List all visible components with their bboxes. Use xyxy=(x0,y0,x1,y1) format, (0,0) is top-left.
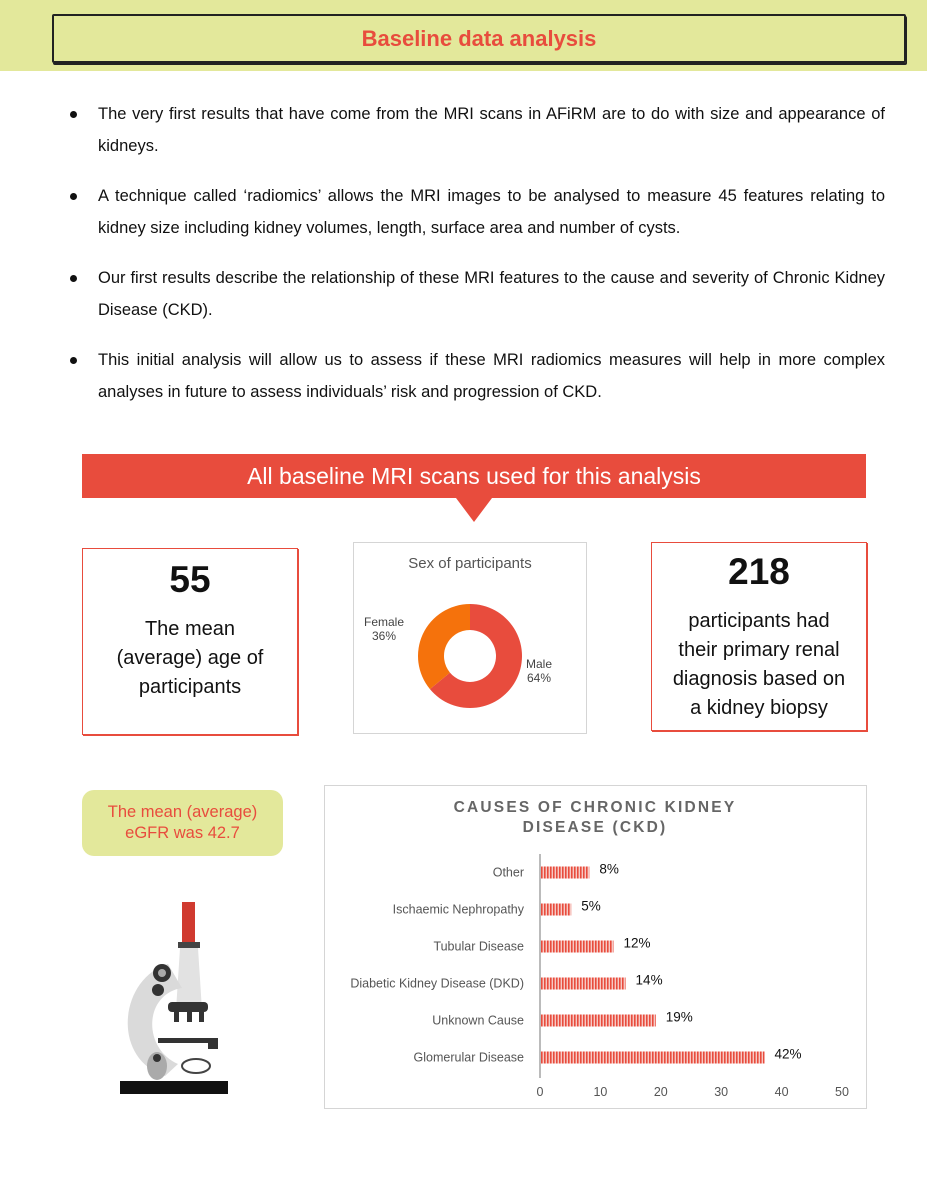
title-box xyxy=(52,14,906,63)
pie-label-male xyxy=(526,657,552,685)
page-title: Baseline data analysis xyxy=(361,25,597,51)
bullet-dot-icon xyxy=(70,275,77,282)
category-label: Other xyxy=(492,865,524,880)
pie-slice-female xyxy=(418,604,470,689)
stat-biopsy-value: 218 xyxy=(728,551,790,592)
bar-data-label: 8% xyxy=(599,861,619,877)
category-label: Ischaemic Nephropathy xyxy=(392,902,524,917)
egfr-callout xyxy=(82,790,283,856)
bullet-item xyxy=(70,98,885,162)
egfr-text: The mean (average) eGFR was 42.7 xyxy=(107,803,258,842)
header-band xyxy=(0,0,927,71)
microscope-icon xyxy=(110,898,235,1098)
x-tick-label: 50 xyxy=(835,1085,849,1099)
ckd-causes-chart xyxy=(324,785,867,1109)
pie-label-male-name: Male xyxy=(526,657,553,671)
bar xyxy=(541,978,626,990)
stat-age-value: 55 xyxy=(169,559,211,600)
bar xyxy=(541,904,571,916)
bullet-dot-icon xyxy=(70,111,77,118)
x-tick-label: 0 xyxy=(536,1085,544,1099)
bullet-text: This initial analysis will allow us to assess if these MRI radiomics measures will help in more complex analyses in future to assess individuals’ risk and progression of CKD. xyxy=(98,351,885,401)
bullet-text: The very first results that have come from the MRI scans in AFiRM are to do with size and appearance of kidneys. xyxy=(98,105,885,155)
x-tick-label: 20 xyxy=(653,1085,668,1099)
category-label: Diabetic Kidney Disease (DKD) xyxy=(350,976,524,991)
stat-age-text: The mean (average) age of participants xyxy=(116,618,264,698)
bar xyxy=(541,1015,656,1027)
x-tick-label: 10 xyxy=(593,1085,608,1099)
down-arrow-icon xyxy=(456,498,492,522)
x-tick-label: 30 xyxy=(714,1085,729,1099)
category-label: Tubular Disease xyxy=(433,939,524,954)
bar xyxy=(541,1052,764,1064)
bullet-item xyxy=(70,262,885,326)
section-banner xyxy=(82,454,866,498)
bullet-item xyxy=(70,344,885,408)
bar-data-label: 19% xyxy=(665,1009,693,1025)
bar-data-label: 14% xyxy=(635,972,663,988)
bar-chart-svg xyxy=(325,786,866,1108)
pie-label-male-value: 64% xyxy=(526,671,552,685)
pie-label-female-name: Female xyxy=(364,615,405,629)
pie-title: Sex of participants xyxy=(408,555,532,572)
stat-biopsy-text: participants had their primary renal diagnosis based on a kidney biopsy xyxy=(672,610,846,719)
bullet-dot-icon xyxy=(70,193,77,200)
bullet-text: Our first results describe the relationship of these MRI features to the cause and severity of Chronic Kidney Disease (CKD). xyxy=(98,269,885,319)
pie-label-female xyxy=(364,615,404,643)
chart-title-line: DISEASE (CKD) xyxy=(522,819,668,836)
bar-data-label: 12% xyxy=(623,935,651,951)
bar xyxy=(541,867,589,879)
bar xyxy=(541,941,613,953)
bullet-dot-icon xyxy=(70,357,77,364)
bullet-item xyxy=(70,180,885,244)
category-label: Unknown Cause xyxy=(432,1013,524,1028)
x-tick-label: 40 xyxy=(774,1085,789,1099)
stat-box-biopsy xyxy=(651,542,867,731)
chart-title-line: CAUSES OF CHRONIC KIDNEY xyxy=(453,799,737,816)
bar-data-label: 42% xyxy=(774,1046,802,1062)
bullet-text: A technique called ‘radiomics’ allows the MRI images to be analysed to measure 45 features relating to kidney size including kidney volumes, length, surface area and number of cysts. xyxy=(98,187,885,237)
banner-text: All baseline MRI scans used for this analysis xyxy=(247,462,701,489)
bar-data-label: 5% xyxy=(581,898,601,914)
sex-pie-chart xyxy=(353,542,587,734)
pie-label-female-value: 36% xyxy=(371,629,397,643)
bullet-list xyxy=(70,98,885,426)
category-label: Glomerular Disease xyxy=(413,1050,524,1065)
stat-box-age xyxy=(82,548,298,735)
